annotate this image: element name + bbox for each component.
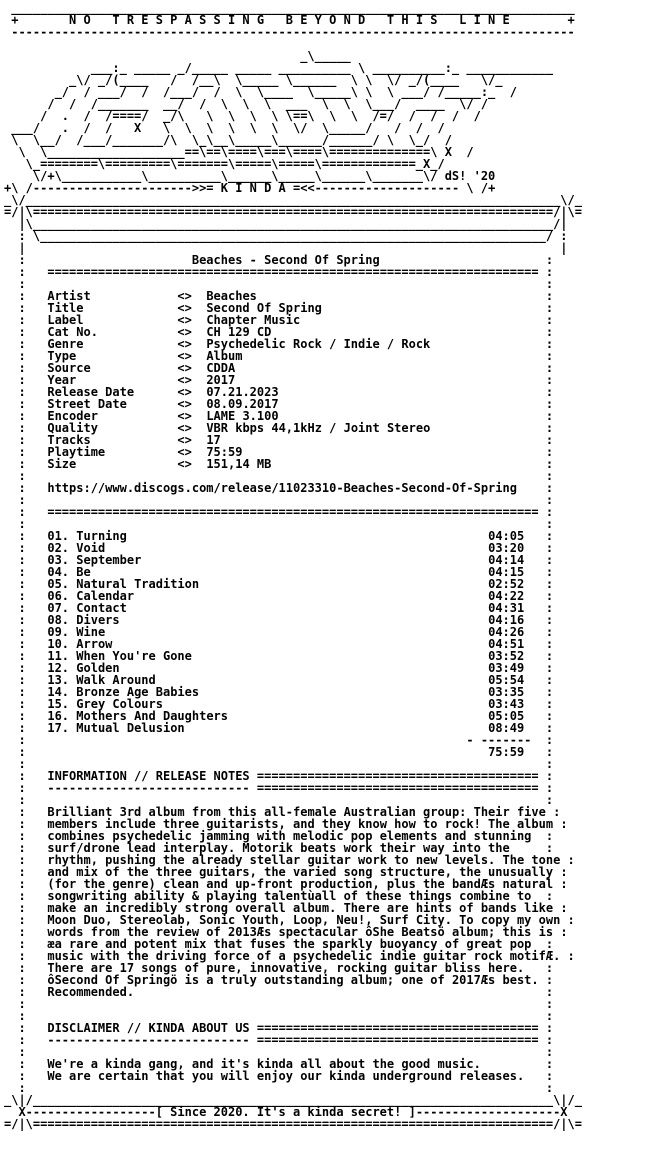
kinda-logo-art: \ \___________________==\==\====\===\====\==============\ X / [4, 145, 474, 159]
notes-line: : combines psychedelic jamming with melodic pop elements and stunning : [4, 829, 554, 843]
track-title: Contact [76, 601, 127, 615]
kinda-logo-art: _/ / ___/ / /___/ / \ \____ \_____\ \ \ ___/ /_____:_ / [4, 85, 517, 99]
track-number: 03. [47, 553, 70, 567]
info-heading: INFORMATION // RELEASE NOTES [47, 769, 250, 783]
track-title: Mutual Delusion [76, 721, 185, 735]
release-notes-text: rhythm, pushing the already stellar guitar work to new levels. The tone [47, 853, 561, 867]
track-row: : 11. When You're Gone 03:52 : [4, 649, 554, 663]
track-duration: 04:16 [488, 613, 525, 627]
kinda-tag-line: +\ /---------------------->>= K I N D A =<<-------------------- \ /+ [4, 181, 496, 195]
track-duration: 02:52 [488, 577, 525, 591]
track-duration: 05:05 [488, 709, 525, 723]
notes-line: : æa rare and potent mix that fuses the sparkly buoyancy of great pop : [4, 937, 554, 951]
release-notes-text: songwriting ability & playing talentùall of these things combine to [47, 889, 532, 903]
release-notes-text: Recommended. [47, 985, 135, 999]
notes-line: : ôSecond Of Springö is a truly outstanding album; one of 2017Æs best. : [4, 973, 554, 987]
notes-line: : (for the genre) clean and up-front production, plus the bandÆs natural : [4, 877, 568, 891]
divider-rule: : ---------------------------- ======================================= : [4, 781, 554, 795]
notes-line: : surf/drone lead interplay. Motorik beats work their way into the : [4, 841, 554, 855]
field-value: 17 [206, 433, 221, 447]
kinda-logo-art: / / /_______ __/ / \ \ \ ___ \ \ \___/ ____ \/ / [4, 97, 489, 111]
track-row: : 08. Divers 04:16 : [4, 613, 554, 627]
spacer: : : [4, 277, 554, 291]
field-label: Artist [47, 289, 91, 303]
track-number: 15. [47, 697, 70, 711]
disclaimer-heading: DISCLAIMER // KINDA ABOUT US [47, 1021, 250, 1035]
field-row: : Tracks <> 17 : [4, 433, 554, 447]
notes-line: : make an incredibly strong overall album. There are hints of bands like : [4, 901, 568, 915]
field-row: : Playtime <> 75:59 : [4, 445, 554, 459]
banner-top-rule: ______________________________________________________________________________ [4, 1, 582, 15]
notes-line: : music with the driving force of a psychedelic indie guitar rock motifÆ. : [4, 949, 575, 963]
track-number: 10. [47, 637, 70, 651]
banner-line: + N O T R E S P A S S I N G B E Y O N D T H I S L I N E + [4, 13, 582, 27]
notes-line: : rhythm, pushing the already stellar guitar work to new levels. The tone : [4, 853, 575, 867]
track-row: : 01. Turning 04:05 : [4, 529, 554, 543]
disclaimer-heading-line: : DISCLAIMER // KINDA ABOUT US ======================================= : [4, 1021, 554, 1035]
release-notes-text: combines psychedelic jamming with melodic pop elements and stunning [47, 829, 532, 843]
notes-line: : Moon Duo, Stereolab, Sonic Youth, Loop, Neu!, Surf City. To copy my own : [4, 913, 575, 927]
spacer: : : [4, 1081, 554, 1095]
notes-line: : words from the review of 2013Æs spectacular ôShe Beatsö album; this is : [4, 925, 568, 939]
track-number: 14. [47, 685, 70, 699]
field-value: Beaches [206, 289, 257, 303]
spacer: : : [4, 517, 554, 531]
track-row: : 16. Mothers And Daughters 05:05 : [4, 709, 554, 723]
field-value: 07.21.2023 [206, 385, 279, 399]
track-row: : 13. Walk Around 05:54 : [4, 673, 554, 687]
notes-line: : and mix of the three guitars, the varied song structure, the unusually : [4, 865, 568, 879]
spacer: : : [4, 1009, 554, 1023]
field-row: : Artist <> Beaches : [4, 289, 554, 303]
track-duration: 08:49 [488, 721, 525, 735]
track-number: 06. [47, 589, 70, 603]
field-value: 75:59 [206, 445, 243, 459]
field-label: Title [47, 301, 84, 315]
release-notes-text: words from the review of 2013Æs spectacular ôShe Beatsö album; this is [47, 925, 554, 939]
track-duration: 03:52 [488, 649, 525, 663]
track-number: 02. [47, 541, 70, 555]
track-duration: 04:31 [488, 601, 525, 615]
artist-signature: dS! '20 [444, 169, 496, 183]
field-value: CH 129 CD [206, 325, 272, 339]
track-number: 04. [47, 565, 70, 579]
divider-rule: : ==================================================================== : [4, 265, 554, 279]
field-value: Second Of Spring [206, 301, 322, 315]
track-number: 07. [47, 601, 70, 615]
field-row: : Source <> CDDA : [4, 361, 554, 375]
field-value: Chapter Music [206, 313, 301, 327]
track-title: Golden [76, 661, 120, 675]
field-label: Release Date [47, 385, 135, 399]
kinda-logo-art: \_========\=========\=======\=====\=====\=============_X_/ [4, 157, 445, 171]
field-value: Psychedelic Rock / Indie / Rock [206, 337, 431, 351]
track-title: Calendar [76, 589, 135, 603]
info-heading-line: : INFORMATION // RELEASE NOTES ======================================= : [4, 769, 554, 783]
frame-inner: : \______________________________________________________________________/ : [4, 229, 582, 243]
track-duration: 04:26 [488, 625, 525, 639]
track-title: Void [76, 541, 106, 555]
release-notes-text: (for the genre) clean and up-front production, plus the bandÆs natural [47, 877, 554, 891]
disclaimer-line: : We're a kinda gang, and it's kinda all about the good music. : [4, 1057, 554, 1071]
spacer: | | [4, 241, 568, 255]
kinda-logo-art: \ \__/ /___/_______/\ \_\__\_____\______/______/ \ \_/ / [4, 133, 452, 147]
track-number: 11. [47, 649, 70, 663]
release-notes-text: members include three guitarists, and they know how to rock! The album [47, 817, 554, 831]
track-row: : 02. Void 03:20 : [4, 541, 554, 555]
release-notes-text: There are 17 songs of pure, innovative, rocking guitar bliss here. [47, 961, 525, 975]
footer-line: X------------------[ Since 2020. It's a kinda secret! ]--------------------X [4, 1105, 582, 1119]
track-title: Bronze Age Babies [76, 685, 200, 699]
total-playtime: 75:59 [488, 745, 525, 759]
track-row: : 10. Arrow 04:51 : [4, 637, 554, 651]
frame-under-rule: |\________________________________________________________________________/| [4, 217, 582, 231]
release-notes-text: make an incredibly strong overall album. There are hints of bands like [47, 901, 554, 915]
track-row: : 15. Grey Colours 03:43 : [4, 697, 554, 711]
field-row: : Cat No. <> CH 129 CD : [4, 325, 554, 339]
field-label: Encoder [47, 409, 98, 423]
banner-bottom-rule: ------------------------------------------------------------------------------ [4, 25, 582, 39]
track-title: September [76, 553, 142, 567]
field-row: : Label <> Chapter Music : [4, 313, 554, 327]
field-row: : Encoder <> LAME 3.100 : [4, 409, 554, 423]
track-number: 05. [47, 577, 70, 591]
track-title: Natural Tradition [76, 577, 200, 591]
kinda-logo-art: ___:_ _____ _/_____ _____ __________ \ __________:_ ____________ [4, 61, 554, 75]
track-title: Grey Colours [76, 697, 163, 711]
spacer: : : [4, 793, 554, 807]
kinda-logo-art: _\/ _/(____ / /__\ \_____ \______ \ \ \/ _/(____ \/_ [4, 73, 503, 87]
track-number: 09. [47, 625, 70, 639]
track-number: 17. [47, 721, 70, 735]
track-duration: 05:54 [488, 673, 525, 687]
spacer: : : [4, 997, 554, 1011]
field-value: CDDA [206, 361, 236, 375]
divider-rule: : ==================================================================== : [4, 505, 554, 519]
release-notes-text: music with the driving force of a psychedelic indie guitar rock motifÆ. [47, 949, 561, 963]
field-value: Album [206, 349, 243, 363]
field-row: : Size <> 151,14 MB : [4, 457, 554, 471]
track-row: : 14. Bronze Age Babies 03:35 : [4, 685, 554, 699]
notes-line: : There are 17 songs of pure, innovative, rocking guitar bliss here. : [4, 961, 554, 975]
field-row: : Quality <> VBR kbps 44,1kHz / Joint Stereo : [4, 421, 554, 435]
field-value: 08.09.2017 [206, 397, 279, 411]
spacer: : : [4, 493, 554, 507]
field-value: 151,14 MB [206, 457, 272, 471]
field-value: LAME 3.100 [206, 409, 279, 423]
release-notes-text: æa rare and potent mix that fuses the sparkly buoyancy of great pop [47, 937, 532, 951]
track-title: Be [76, 565, 91, 579]
track-row: : 04. Be 04:15 : [4, 565, 554, 579]
track-row: : 17. Mutual Delusion 08:49 : [4, 721, 554, 735]
field-label: Street Date [47, 397, 127, 411]
notes-line: : Brilliant 3rd album from this all-female Australian group: Their five : [4, 805, 561, 819]
divider-rule: : ---------------------------- ======================================= : [4, 1033, 554, 1047]
track-duration: 03:35 [488, 685, 525, 699]
frame-top: _\/__________________________________________________________________________\/_ [4, 193, 582, 207]
release-notes-text: Brilliant 3rd album from this all-female Australian group: Their five [47, 805, 546, 819]
frame-footer-bottom: =/|\========================================================================/|\= [4, 1117, 582, 1131]
field-row: : Title <> Second Of Spring : [4, 301, 554, 315]
track-row: : 09. Wine 04:26 : [4, 625, 554, 639]
release-notes-text: and mix of the three guitars, the varied song structure, the unusually [47, 865, 554, 879]
release-title: Beaches - Second Of Spring [191, 253, 380, 267]
track-duration: 04:14 [488, 553, 525, 567]
field-label: Source [47, 361, 91, 375]
track-number: 13. [47, 673, 70, 687]
track-row: : 07. Contact 04:31 : [4, 601, 554, 615]
track-title: Wine [76, 625, 106, 639]
notes-line: : Recommended. : [4, 985, 554, 999]
track-row: : 12. Golden 03:49 : [4, 661, 554, 675]
discogs-url: https://www.discogs.com/release/11023310-Beaches-Second-Of-Spring [47, 481, 517, 495]
field-label: Type [47, 349, 77, 363]
track-title: When You're Gone [76, 649, 192, 663]
track-duration: 03:43 [488, 697, 525, 711]
total-row: : 75:59 : [4, 745, 554, 759]
field-row: : Genre <> Psychedelic Rock / Indie / Rock : [4, 337, 554, 351]
disclaimer-line: : We are certain that you will enjoy our kinda underground releases. : [4, 1069, 554, 1083]
field-label: Size [47, 457, 77, 471]
track-row: : 03. September 04:14 : [4, 553, 554, 567]
footer-tag: [ Since 2020. It's a kinda secret! ] [155, 1105, 416, 1119]
release-notes-text: Moon Duo, Stereolab, Sonic Youth, Loop, Neu!, Surf City. To copy my own [47, 913, 561, 927]
field-label: Quality [47, 421, 98, 435]
no-trespassing-banner: N O T R E S P A S S I N G B E Y O N D T H I S L I N E [69, 13, 510, 27]
track-title: Turning [76, 529, 127, 543]
field-row: : Street Date <> 08.09.2017 : [4, 397, 554, 411]
field-label: Tracks [47, 433, 91, 447]
field-row: : Release Date <> 07.21.2023 : [4, 385, 554, 399]
track-duration: 04:51 [488, 637, 525, 651]
url-line: : https://www.discogs.com/release/11023310-Beaches-Second-Of-Spring : [4, 481, 554, 495]
frame-double-rule: =/|\========================================================================/|\= [4, 205, 582, 219]
track-duration: 03:20 [488, 541, 525, 555]
disclaimer-text: We are certain that you will enjoy our kinda underground releases. [47, 1069, 525, 1083]
field-label: Year [47, 373, 77, 387]
field-value: 2017 [206, 373, 236, 387]
kinda-logo-art: ___/ . / / X \ \ \ \ \ \ \/ \_____/ / / / [4, 121, 445, 135]
track-duration: 03:49 [488, 661, 525, 675]
release-title-line: : Beaches - Second Of Spring : [4, 253, 554, 267]
kinda-tag: K I N D A [220, 181, 286, 195]
release-notes-text: surf/drone lead interplay. Motorik beats work their way into the [47, 841, 510, 855]
spacer: : : [4, 1045, 554, 1059]
field-label: Genre [47, 337, 84, 351]
field-label: Playtime [47, 445, 106, 459]
track-number: 12. [47, 661, 70, 675]
field-row: : Type <> Album : [4, 349, 554, 363]
track-title: Mothers And Daughters [76, 709, 228, 723]
track-title: Divers [76, 613, 120, 627]
total-rule: : - ------- : [4, 733, 554, 747]
spacer: : : [4, 469, 554, 483]
track-title: Walk Around [76, 673, 156, 687]
notes-line: : members include three guitarists, and they know how to rock! The album : [4, 817, 568, 831]
track-duration: 04:05 [488, 529, 525, 543]
track-duration: 04:22 [488, 589, 525, 603]
track-row: : 05. Natural Tradition 02:52 : [4, 577, 554, 591]
track-row: : 06. Calendar 04:22 : [4, 589, 554, 603]
kinda-logo-art: _\_____ [4, 49, 489, 63]
kinda-logo-art: / . / /====/ _/\ \ \ \ \ \==\ \ \ /=/ / / / / [4, 109, 481, 123]
spacer: : : [4, 757, 554, 771]
field-value: VBR kbps 44,1kHz / Joint Stereo [206, 421, 431, 435]
notes-line: : songwriting ability & playing talentùall of these things combine to : [4, 889, 554, 903]
disclaimer-text: We're a kinda gang, and it's kinda all about the good music. [47, 1057, 481, 1071]
track-number: 08. [47, 613, 70, 627]
frame-footer-top: _\|/________________________________________________________________________\|/_ [4, 1093, 582, 1107]
field-label: Cat No. [47, 325, 98, 339]
release-notes-text: ôSecond Of Springö is a truly outstanding album; one of 2017Æs best. [47, 973, 539, 987]
track-title: Arrow [76, 637, 113, 651]
track-duration: 04:15 [488, 565, 525, 579]
kinda-logo-art: \/+\___________\__________\______\_____\______\_______\/ dS! '20 [4, 169, 496, 183]
field-label: Label [47, 313, 84, 327]
track-number: 16. [47, 709, 70, 723]
track-number: 01. [47, 529, 70, 543]
field-row: : Year <> 2017 : [4, 373, 554, 387]
